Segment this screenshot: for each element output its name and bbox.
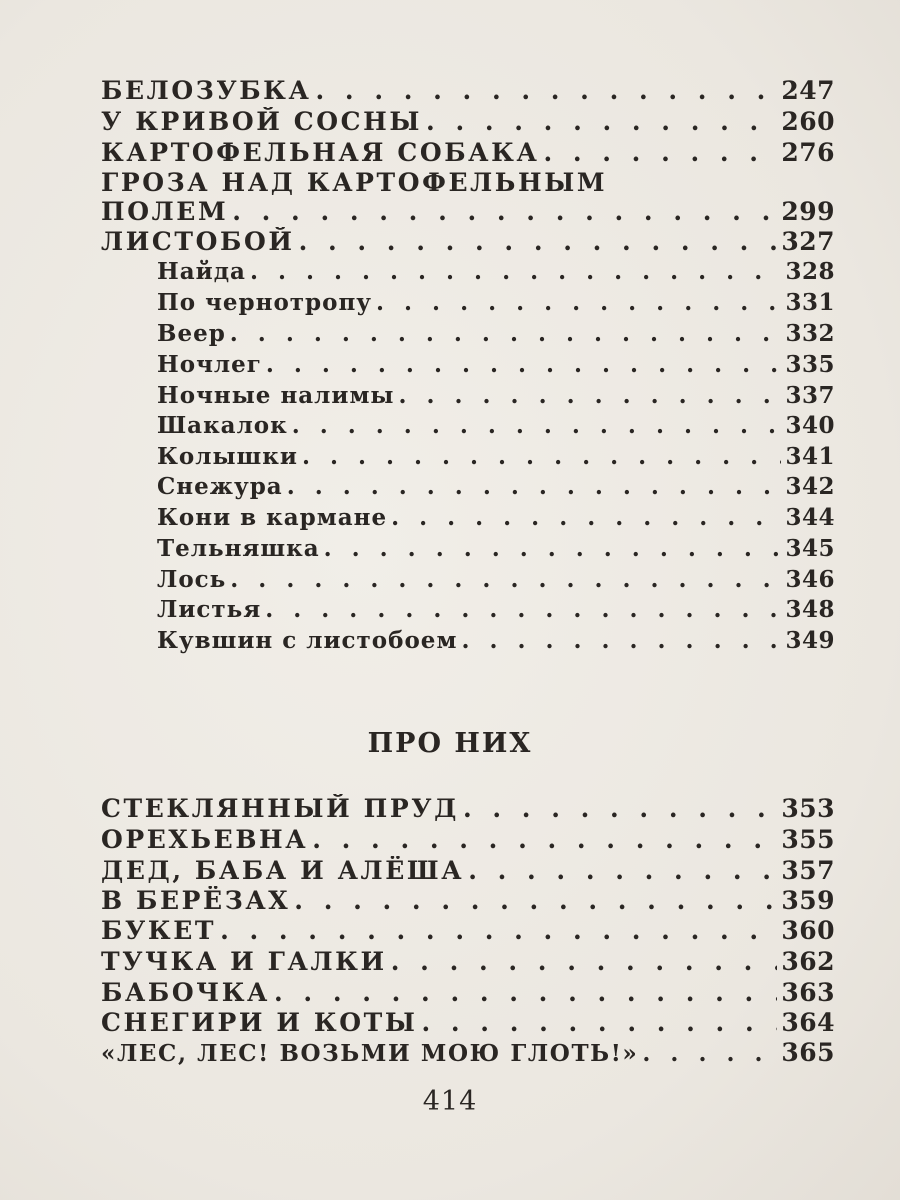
- toc-entry: [101, 227, 835, 257]
- toc-entry-page: 359: [781, 886, 835, 915]
- toc-entry-title: БАБОЧКА: [101, 978, 270, 1007]
- toc-entry-title: ГРОЗА НАД КАРТОФЕЛЬНЫМ: [101, 168, 608, 197]
- toc-subentry: [157, 320, 835, 350]
- toc-entry-page: 353: [781, 794, 835, 823]
- toc-entry-page: 260: [781, 107, 835, 136]
- toc-entry-page: 344: [785, 504, 835, 531]
- dot-leader: [230, 320, 782, 347]
- dot-leader: [468, 856, 777, 885]
- toc-entry-page: 355: [781, 825, 835, 854]
- toc-entry: [101, 978, 835, 1008]
- toc-entry-title: СТЕКЛЯННЫЙ ПРУД: [101, 794, 459, 823]
- toc-subentry: [157, 382, 835, 412]
- dot-leader: [302, 443, 782, 470]
- toc-entry-page: 328: [785, 258, 835, 285]
- toc-subentry: [157, 535, 835, 565]
- dot-leader: [274, 978, 777, 1007]
- toc-entry-page: 331: [785, 289, 835, 316]
- toc-entry-page: 340: [785, 412, 835, 439]
- toc-entry: [101, 886, 835, 916]
- toc-entry-page: 345: [785, 535, 835, 562]
- toc-entry-title: Колышки: [157, 443, 298, 470]
- toc-entry-title: В БЕРЁЗАХ: [101, 886, 291, 915]
- toc-entry-page: 363: [781, 978, 835, 1007]
- toc-subentry: [157, 289, 835, 319]
- toc-entry-title: Кувшин с листобоем: [157, 627, 458, 654]
- toc-subentry: [157, 596, 835, 626]
- toc-entry: [101, 76, 835, 106]
- toc-entry: [101, 856, 835, 886]
- toc-entry-title: БЕЛОЗУБКА: [101, 76, 312, 105]
- section-heading: ПРО НИХ: [367, 728, 533, 759]
- dot-leader: [543, 138, 777, 167]
- dot-leader: [266, 351, 782, 378]
- toc-entry-title: У КРИВОЙ СОСНЫ: [101, 107, 423, 136]
- toc-entry-title: «ЛЕС, ЛЕС! ВОЗЬМИ МОЮ ГЛОТЬ!»: [101, 1040, 639, 1067]
- dot-leader: [294, 886, 777, 915]
- toc-subentry: [157, 351, 835, 381]
- dot-leader: [230, 566, 781, 593]
- toc-entry-page: 349: [785, 627, 835, 654]
- toc-entry-title: ОРЕХЬЕВНА: [101, 825, 309, 854]
- dot-leader: [463, 794, 777, 823]
- toc-entry-title: По чернотропу: [157, 289, 373, 316]
- page-number: 414: [422, 1086, 478, 1117]
- toc-entry: [101, 107, 835, 137]
- toc-subentry: [157, 473, 835, 503]
- toc-entry-page: 365: [781, 1038, 835, 1067]
- toc-entry-title: Листья: [157, 596, 262, 623]
- toc-entry-title: ЛИСТОБОЙ: [101, 227, 295, 256]
- toc-entry: [101, 825, 835, 855]
- toc-entry: [101, 916, 835, 946]
- toc-entry-page: 342: [785, 473, 835, 500]
- toc-entry-page: 362: [781, 947, 835, 976]
- toc-entry-title: Снежура: [157, 473, 283, 500]
- toc-entry: [101, 168, 835, 198]
- toc-subentry: [157, 412, 835, 442]
- toc-entry-title: Найда: [157, 258, 246, 285]
- dot-leader: [399, 382, 782, 409]
- toc-entry-page: 346: [785, 566, 835, 593]
- dot-leader: [220, 916, 777, 945]
- toc-entry-title: БУКЕТ: [101, 916, 217, 945]
- dot-leader: [287, 473, 782, 500]
- toc-entry-page: 276: [781, 138, 835, 167]
- dot-leader: [461, 627, 781, 654]
- toc-entry-page: 341: [785, 443, 835, 470]
- dot-leader: [250, 258, 782, 285]
- toc-entry-title: ДЕД, БАБА И АЛЁША: [101, 856, 465, 885]
- dot-leader: [312, 825, 777, 854]
- dot-leader: [376, 289, 781, 316]
- toc-subentry: [157, 627, 835, 657]
- dot-leader: [299, 227, 778, 256]
- dot-leader: [426, 107, 777, 136]
- toc-entry-title: КАРТОФЕЛЬНАЯ СОБАКА: [101, 138, 540, 167]
- toc-subentry: [157, 443, 835, 473]
- toc-entry-title: Лось: [157, 566, 227, 593]
- toc-entry-page: 348: [785, 596, 835, 623]
- toc-entry-page: 337: [785, 382, 835, 409]
- dot-leader: [265, 596, 781, 623]
- dot-leader: [421, 1008, 777, 1037]
- toc-entry: [101, 794, 835, 824]
- toc-entry-title: ПОЛЕМ: [101, 197, 229, 226]
- toc-entry: [101, 947, 835, 977]
- toc-entry-page: 335: [785, 351, 835, 378]
- toc-entry: [101, 1038, 835, 1068]
- toc-entry-title: Ночные налимы: [157, 382, 395, 409]
- dot-leader: [316, 76, 778, 105]
- toc-entry-page: 332: [785, 320, 835, 347]
- dot-leader: [391, 504, 781, 531]
- toc-subentry: [157, 504, 835, 534]
- toc-entry-title: Тельняшка: [157, 535, 320, 562]
- toc-entry-page: 364: [781, 1008, 835, 1037]
- dot-leader: [232, 197, 777, 226]
- toc-entry-title: Шакалок: [157, 412, 288, 439]
- toc-entry-page: 299: [781, 197, 835, 226]
- dot-leader: [642, 1040, 777, 1067]
- toc-entry-page: 327: [781, 227, 835, 256]
- toc-entry-title: Ночлег: [157, 351, 262, 378]
- toc-entry-title: Веер: [157, 320, 226, 347]
- dot-leader: [391, 947, 778, 976]
- toc-entry-page: 360: [781, 916, 835, 945]
- toc-entry: [101, 197, 835, 227]
- toc-entry-page: 357: [781, 856, 835, 885]
- dot-leader: [324, 535, 782, 562]
- toc-entry-title: ТУЧКА И ГАЛКИ: [101, 947, 387, 976]
- toc-entry-title: Кони в кармане: [157, 504, 388, 531]
- toc-entry-page: 247: [781, 76, 835, 105]
- toc-subentry: [157, 566, 835, 596]
- toc-entry-title: СНЕГИРИ И КОТЫ: [101, 1008, 418, 1037]
- dot-leader: [292, 412, 782, 439]
- toc-entry: [101, 138, 835, 168]
- toc-entry: [101, 1008, 835, 1038]
- toc-subentry: [157, 258, 835, 288]
